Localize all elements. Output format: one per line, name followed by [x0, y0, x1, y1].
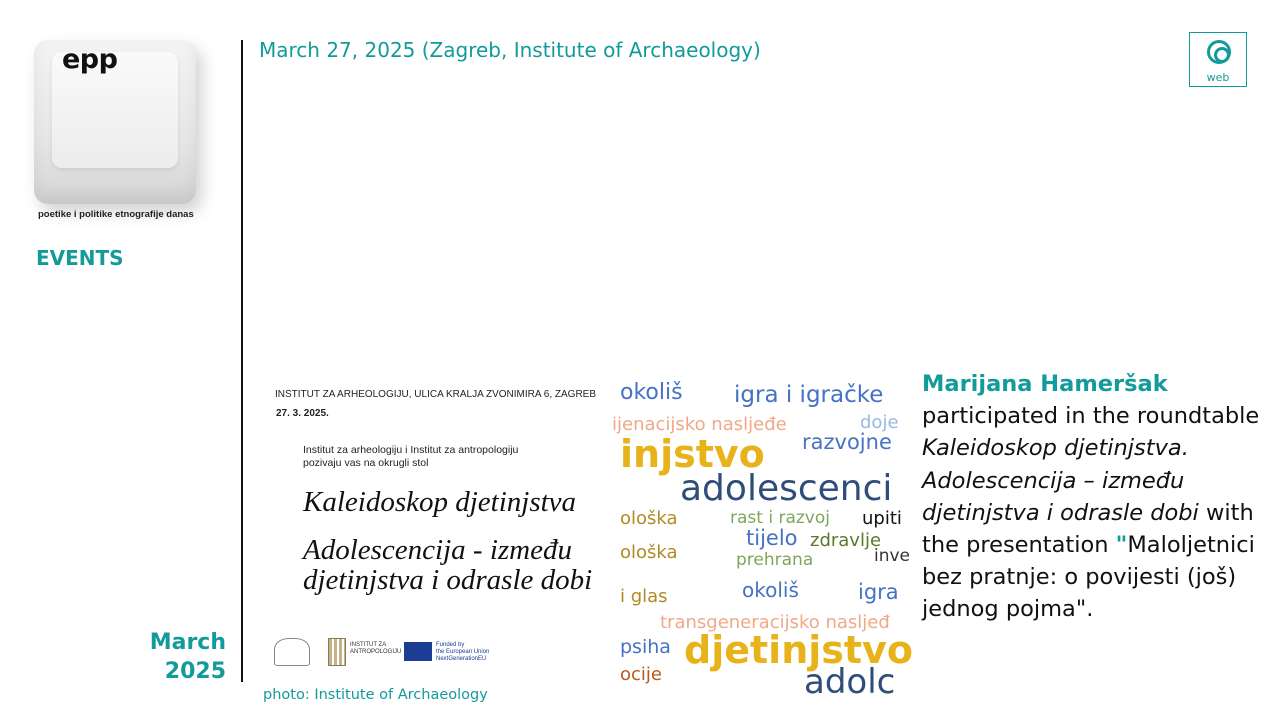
invitation-subtitle-line1: Adolescencija - između [303, 534, 572, 566]
participant-name: Marijana Hameršak [922, 371, 1168, 397]
roundtable-title: Kaleidoskop djetinjstva. Adolescencija – između djetinjstva i odrasle dobi [922, 435, 1199, 526]
eu-funding-label [436, 642, 489, 663]
cloud-word: okoliš [742, 578, 799, 602]
partner-logos [274, 638, 514, 668]
cloud-word: inve [874, 546, 911, 566]
anthropology-label-line2: ANTROPOLOGIJU [350, 649, 402, 655]
logo-text: epp [62, 44, 118, 75]
cloud-word: tijelo [746, 526, 798, 550]
invitation-line1: Institut za arheologiju i Institut za antropologiju [303, 444, 519, 456]
cloud-word: injstvo [620, 432, 765, 476]
cloud-word: rast i razvoj [730, 508, 830, 528]
cloud-word: adolc [804, 662, 896, 702]
anthropology-institute-logo [328, 638, 346, 666]
anthropology-institute-label [350, 642, 401, 656]
eu-label-line2: the European Union [436, 649, 490, 655]
invitation-subtitle-line2: djetinjstva i odrasle dobi [303, 564, 593, 596]
cloud-word: igra [858, 580, 899, 604]
presentation-title: Maloljetnici bez pratnje: o povijesti (još) jednog pojma". [922, 532, 1255, 623]
event-date: March 27, 2025 (Zagreb, Institute of Archaeology) [259, 38, 761, 62]
cloud-word: ološka [620, 508, 678, 529]
date-label [150, 628, 226, 686]
invitation-address: INSTITUT ZA ARHEOLOGIJU, ULICA KRALJA ZVONIMIRA 6, ZAGREB [275, 389, 597, 400]
word-cloud-image [612, 372, 913, 702]
archaeology-institute-logo [274, 638, 310, 666]
cloud-word: i glas [620, 586, 668, 607]
invitation-date: 27. 3. 2025. [276, 408, 329, 419]
cloud-word: razvojne [802, 430, 892, 454]
cloud-word: adolescenci [680, 468, 893, 509]
cloud-word: doje [860, 412, 899, 433]
cloud-word: ijenacijsko nasljeđe [612, 414, 787, 435]
eu-flag-logo [404, 642, 432, 661]
cloud-word: okoliš [620, 380, 683, 405]
cloud-word: prehrana [736, 550, 814, 570]
web-button[interactable] [1189, 32, 1247, 87]
invitation-subtitle [303, 535, 592, 595]
target-icon [1207, 40, 1231, 64]
date-month: March [149, 630, 226, 655]
invitation-institutes [303, 444, 518, 470]
quote-mark: " [1115, 532, 1128, 559]
anthropology-label-line1: INSTITUT ZA [350, 642, 387, 648]
cloud-word: zdravlje [810, 530, 882, 551]
eu-label-line3: NextGenerationEU [436, 656, 487, 662]
logo-tagline: poetike i politike etnografije danas [38, 209, 194, 220]
cloud-word: psiha [620, 636, 671, 658]
cloud-word: igra i igračke [734, 382, 884, 408]
cloud-word: djetinjstvo [684, 628, 913, 672]
eu-label-line1: Funded by [436, 642, 465, 648]
photo-caption: photo: Institute of Archaeology [263, 687, 488, 703]
description-text1: participated in the roundtable [922, 403, 1260, 430]
invitation-title: Kaleidoskop djetinjstva [303, 486, 577, 518]
cloud-word: ološka [620, 542, 678, 563]
cloud-word: transgeneracijsko nasljeđ [660, 612, 890, 633]
invitation-image [260, 372, 620, 684]
date-year: 2025 [164, 659, 226, 684]
description-text2: with the presentation [922, 499, 1254, 559]
event-description [922, 368, 1267, 626]
web-button-label: web [1206, 71, 1230, 84]
section-label: EVENTS [36, 246, 124, 270]
cloud-word: ocije [620, 664, 662, 685]
divider-line [241, 40, 243, 682]
cloud-word: upiti [862, 508, 902, 529]
invitation-line2: pozivaju vas na okrugli stol [303, 457, 429, 469]
